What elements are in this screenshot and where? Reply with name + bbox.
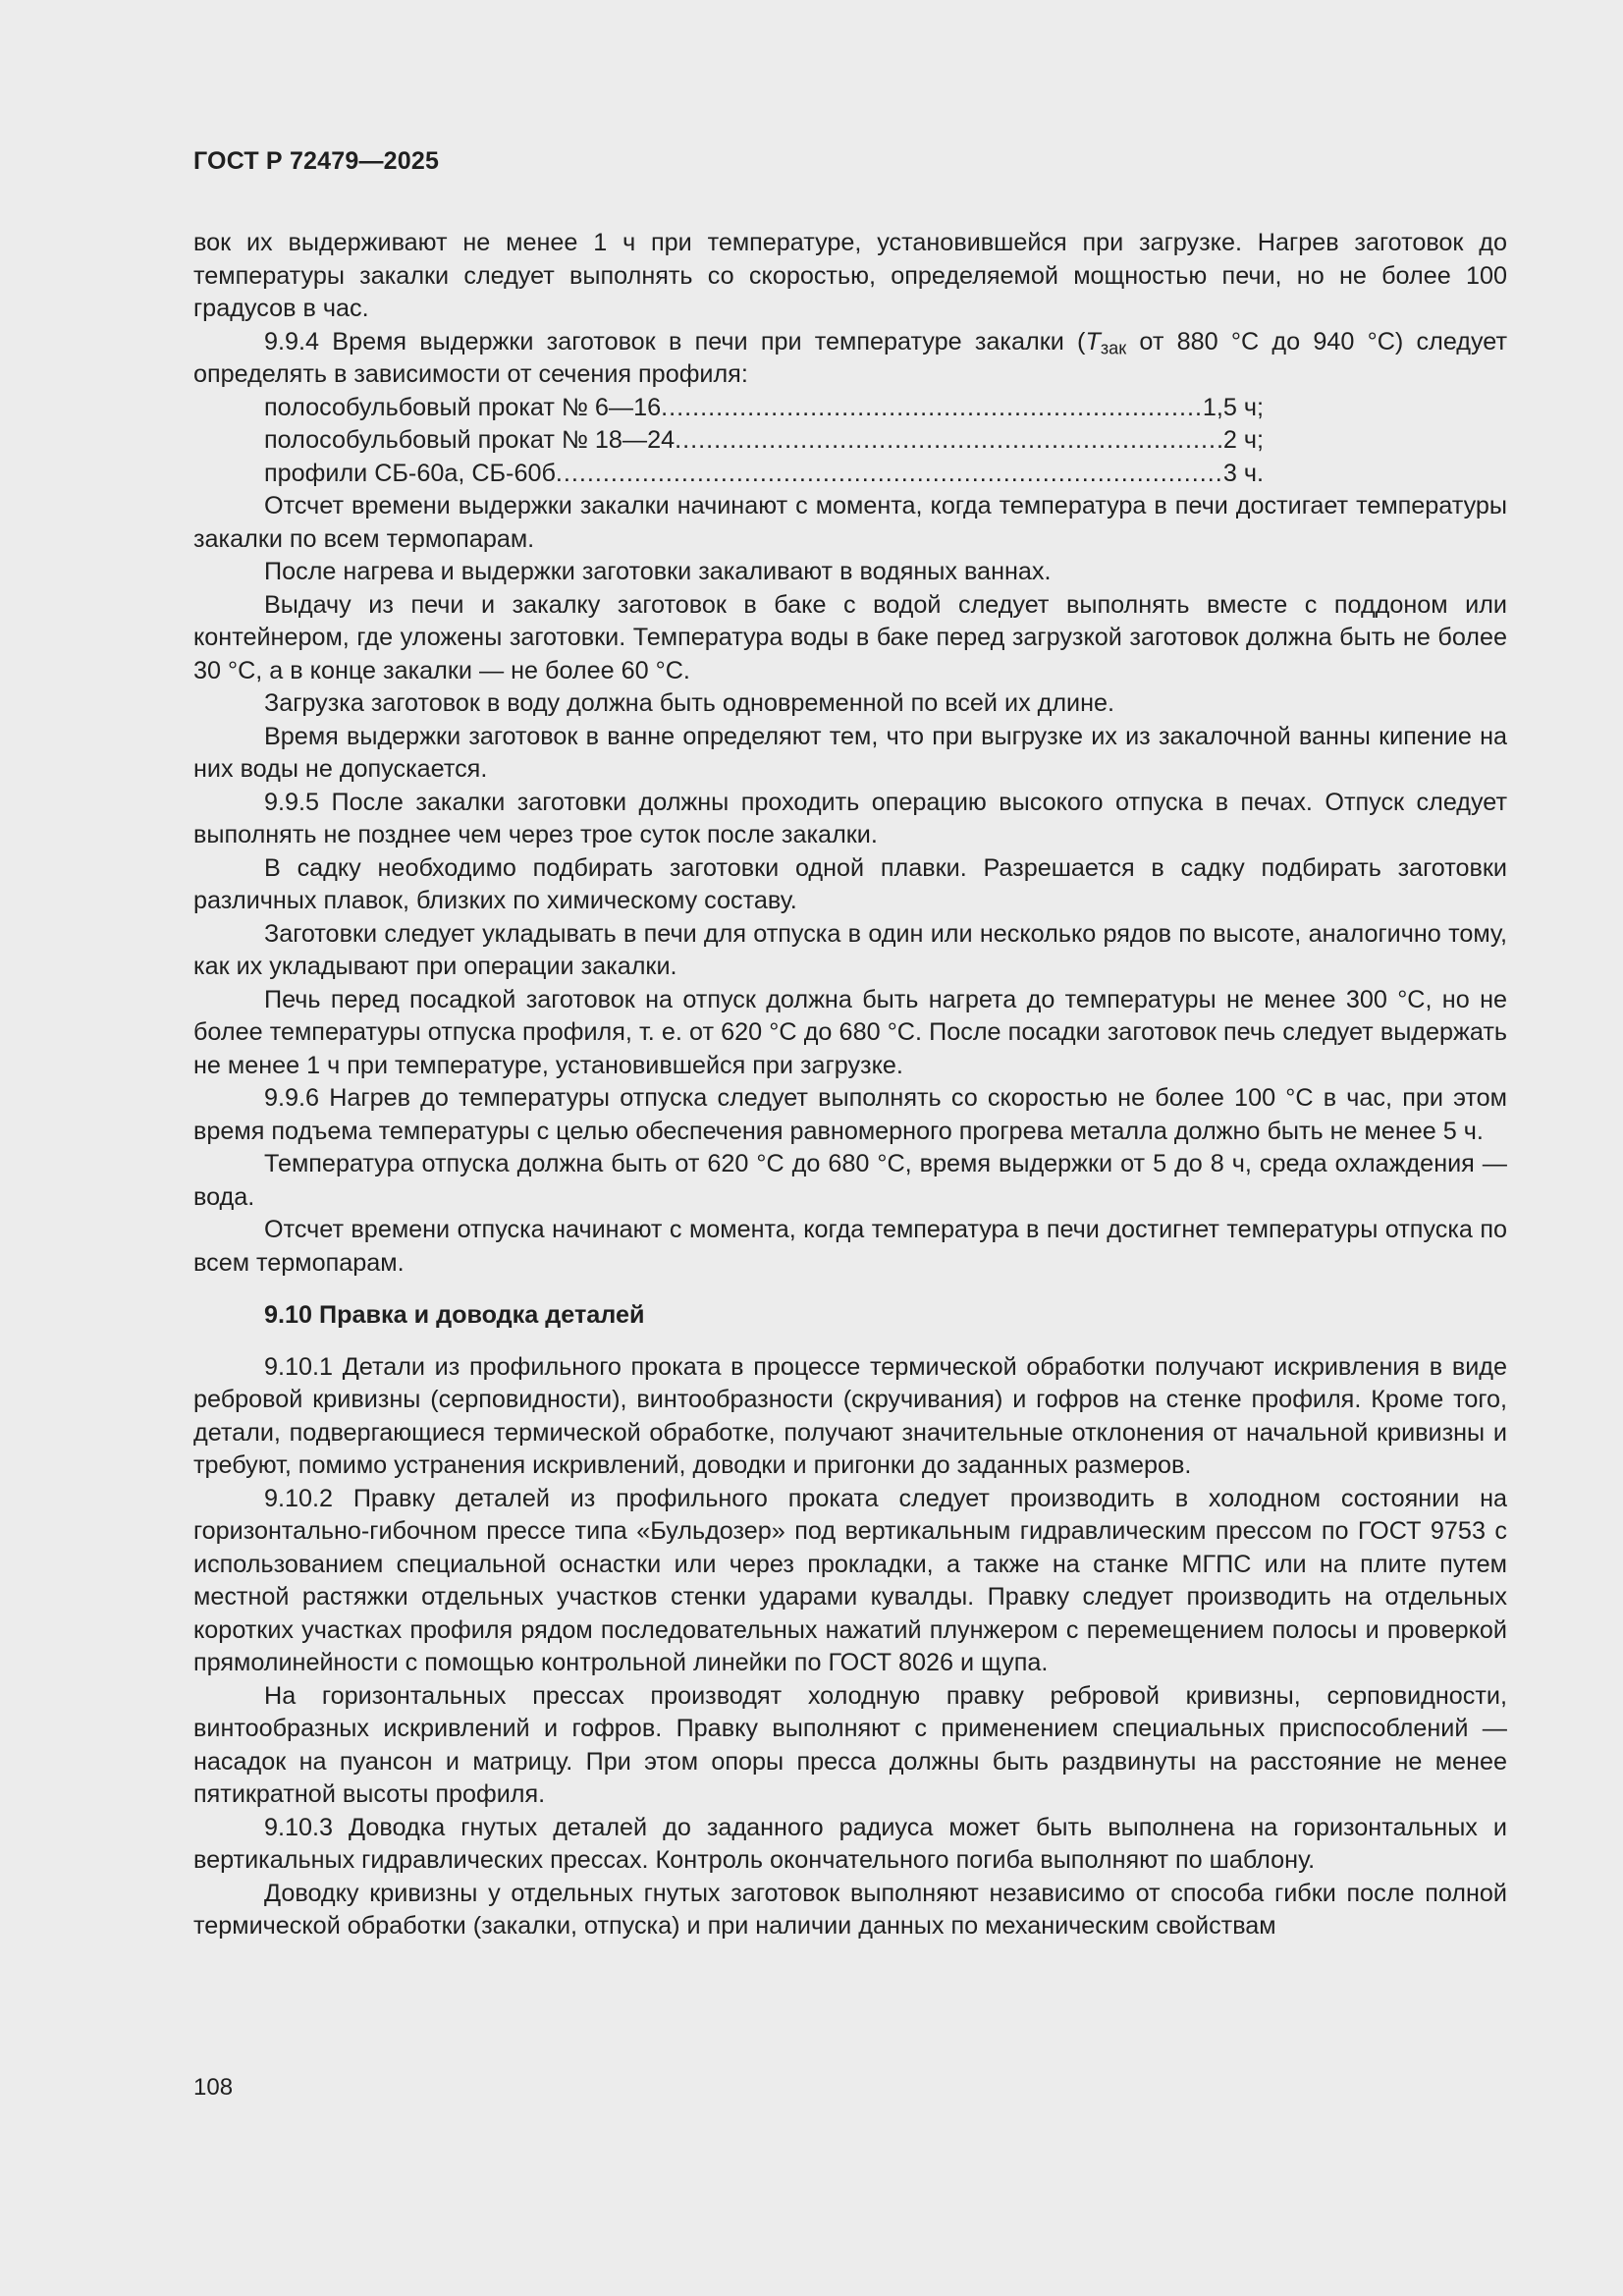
paragraph: Печь перед посадкой заготовок на отпуск должна быть нагрета до температуры не менее 300 °C, но не более температуры отпуска профиля, т. е. от 620 °C до 680 °C. После посадки заготовок печь следует выдержать не менее 1 ч при температуре, установившейся при загрузке. [193,985,1507,1079]
paragraph-9-10-3: 9.10.3 Доводка гнутых деталей до заданного радиуса может быть выполнена на горизонтальных и вертикальных гидравлических прессах. Контроль окончательного погиба выполняют по шаблону. [193,1813,1507,1874]
paragraph: Отсчет времени выдержки закалки начинают с момента, когда температура в печи достигает температуры закалки по всем термопарам. [193,492,1507,553]
paragraph: Доводку кривизны у отдельных гнутых заготовок выполняют независимо от способа гибки после полной термической обработки (закалки, отпуска) и при наличии данных по механическим свойствам [193,1879,1507,1940]
leader-dots [661,392,1203,425]
paragraph: Заготовки следует укладывать в печи для отпуска в один или несколько рядов по высоте, аналогично тому, как их укладывают при операции закалки. [193,919,1507,980]
document-page [193,147,1507,1943]
document-body [193,227,1507,1943]
section-heading: 9.10 Правка и доводка деталей [264,1301,645,1329]
leader-dots [675,424,1223,458]
paragraph: После нагрева и выдержки заготовки закаливают в водяных ваннах. [264,558,1052,585]
paragraph: Температура отпуска должна быть от 620 °C до 680 °C, время выдержки от 5 до 8 ч, среда охлаждения — вода. [193,1150,1507,1211]
paragraph: Загрузка заготовок в воду должна быть одновременной по всей их длине. [264,689,1115,717]
paragraph-9-9-6: 9.9.6 Нагрев до температуры отпуска следует выполнять со скоростью не более 100 °C в час, при этом время подъема температуры с целью обеспечения равномерного прогрева металла должно быть не менее 5 ч. [193,1084,1507,1145]
leader-dots [556,458,1223,491]
paragraph-9-10-2: 9.10.2 Правку деталей из профильного проката следует производить в холодном состоянии на горизонтально-гибочном прессе типа «Бульдозер» под вертикальным гидравлическим прессом по ГОСТ 9753 с использованием специальной оснастки или через прокладки, а также на станке МГПС или на плите путем местной растяжки отдельных участков стенки ударами кувалды. Правку следует производить на отдельных коротких участках профиля рядом последовательных нажатий плунжером с перемещением полосы и проверкой прямолинейности с помощью контрольной линейки по ГОСТ 8026 и щупа. [193,1484,1507,1676]
paragraph: На горизонтальных прессах производят холодную правку ребровой кривизны, серповидности, винтообразных искривлений и гофров. Правку выполняют с применением специальных приспособлений — насадок на пуансон и матрицу. При этом опоры пресса должны быть раздвинуты на расстояние не менее пятикратной высоты профиля. [193,1681,1507,1808]
paragraph-9-9-4 [193,326,1507,392]
paragraph: вок их выдерживают не менее 1 ч при температуре, установившейся при загрузке. Нагрев заготовок до температуры закалки следует выполнять со скоростью, определяемой мощностью печи, но не более 100 градусов в час. [193,229,1507,322]
temperature-symbol: T [1085,327,1101,355]
paragraph-9-10-1: 9.10.1 Детали из профильного проката в процессе термической обработки получают искривления в виде ребровой кривизны (серповидности), винтообразности (скручивания) и гофров на стенке профиля. Кроме того, детали, подвергающиеся термической обработке, получают значительные отклонения от начальной кривизны и требуют, помимо устранения искривлений, доводки и пригонки до заданных размеров. [193,1352,1507,1479]
leader-item [193,424,1264,458]
leader-value: 3 ч. [1222,459,1264,487]
leader-label: полособульбовый прокат № 18—24 [264,426,676,454]
paragraph: Время выдержки заготовок в ванне определяют тем, что при выгрузке их из закалочной ванны кипение на них воды не допускается. [193,722,1507,783]
leader-value: 2 ч; [1222,426,1264,454]
paragraph: В садку необходимо подбирать заготовки одной плавки. Разрешается в садку подбирать заготовки различных плавок, близких по химическому составу. [193,853,1507,914]
document-header: ГОСТ Р 72479—2025 [193,147,440,175]
temperature-subscript: зак [1100,338,1127,358]
paragraph-text: 9.9.4 Время выдержки заготовок в печи при температуре закалки ( [264,327,1086,355]
leader-value: 1,5 ч; [1202,393,1264,421]
leader-item [193,392,1264,425]
leader-label: полособульбовый прокат № 6—16 [264,393,662,421]
leader-item [193,458,1264,491]
page-number: 108 [193,2074,234,2101]
leader-label: профили СБ-60а, СБ-60б [264,459,556,487]
paragraph: Отсчет времени отпуска начинают с момента, когда температура в печи достигнет температуры отпуска по всем термопарам. [193,1216,1507,1277]
paragraph: Выдачу из печи и закалку заготовок в баке с водой следует выполнять вместе с поддоном или контейнером, где уложены заготовки. Температура воды в баке перед загрузкой заготовок должна быть не более 30 °C, а в конце закалки — не более 60 °C. [193,590,1507,684]
paragraph-text: от 880 °C до 940 °C) следует определять в зависимости от сечения профиля: [193,327,1508,388]
paragraph-9-9-5: 9.9.5 После закалки заготовки должны проходить операцию высокого отпуска в печах. Отпуск следует выполнять не позднее чем через трое суток после закалки. [193,788,1507,848]
